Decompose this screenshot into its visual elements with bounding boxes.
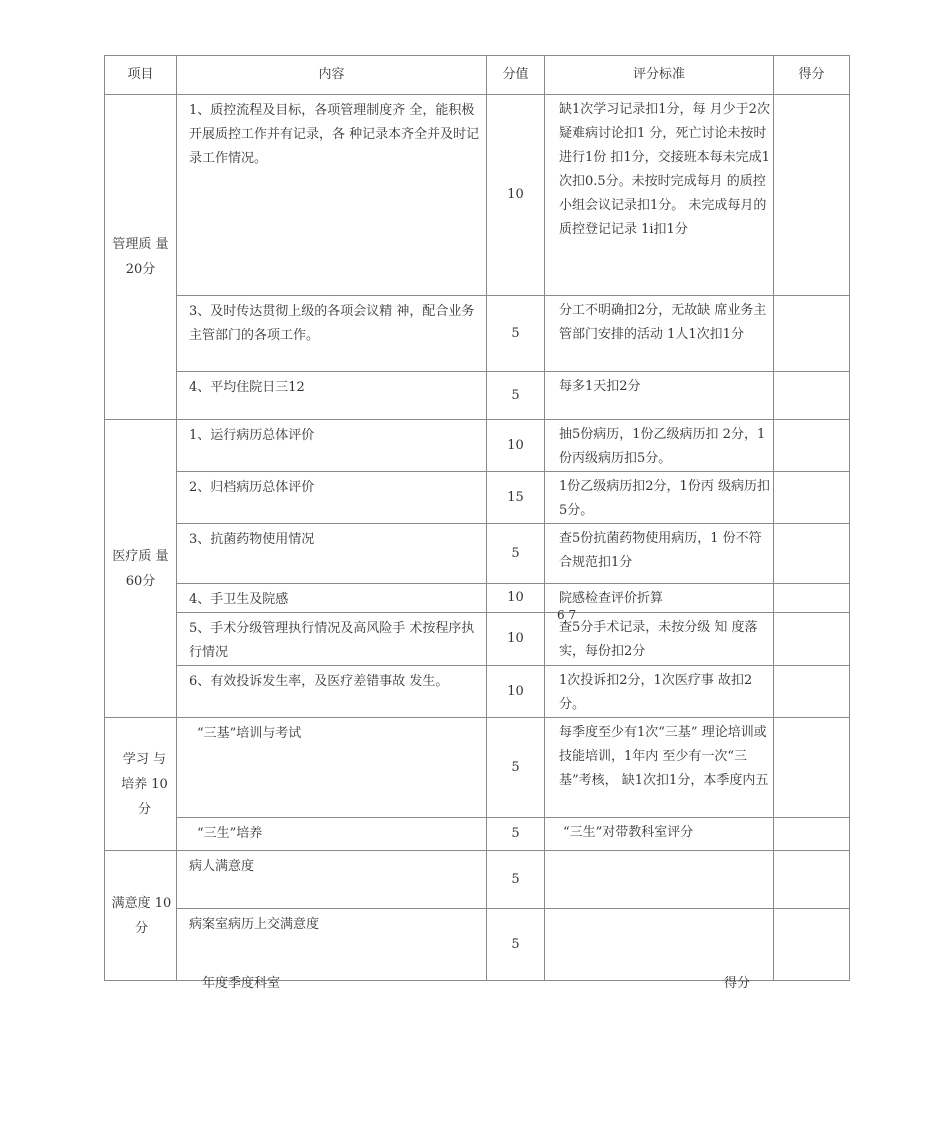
score-cell[interactable] bbox=[774, 851, 850, 909]
criteria-cell: 缺1次学习记录扣1分，每 月少于2次疑难病讨论扣1 分，死亡讨论未按时进行1份 扣1分，交接班本每未完成1 次扣0.5分。未按时完成每月 的质控小组会议记录扣1分。 未完成每月的质控登记记录 1i扣1分 bbox=[545, 95, 774, 296]
points-cell: 15 bbox=[487, 472, 545, 524]
criteria-cell: “三生”对带教科室评分 bbox=[545, 818, 774, 851]
content-cell: 5、手术分级管理执行情况及高风险手 术按程序执行情况 bbox=[177, 613, 487, 666]
content-cell: “三生”培养 bbox=[177, 818, 487, 851]
category-label: 医疗质 量60分 bbox=[112, 548, 169, 589]
category-cell bbox=[105, 851, 177, 981]
score-cell[interactable] bbox=[774, 613, 850, 666]
table-row bbox=[105, 524, 850, 584]
category-cell bbox=[105, 420, 177, 718]
category-label: 学习 与 培养 10 分 bbox=[121, 751, 168, 817]
header-content: 内容 bbox=[177, 56, 487, 95]
table-row bbox=[105, 472, 850, 524]
points-cell: 10 bbox=[487, 584, 545, 613]
points-cell: 10 bbox=[487, 95, 545, 296]
content-cell: “三基”培训与考试 bbox=[177, 718, 487, 818]
content-cell: 6、有效投诉发生率，及医疗差错事故 发生。 bbox=[177, 666, 487, 718]
table-row bbox=[105, 666, 850, 718]
footer-score: 得分 bbox=[724, 976, 751, 991]
table-row bbox=[105, 372, 850, 420]
points-cell: 5 bbox=[487, 718, 545, 818]
score-cell[interactable] bbox=[774, 296, 850, 372]
table-row bbox=[105, 909, 850, 981]
content-cell: 2、归档病历总体评价 bbox=[177, 472, 487, 524]
category-label: 管理质 量20分 bbox=[112, 237, 169, 277]
criteria-cell bbox=[545, 851, 774, 909]
score-cell[interactable] bbox=[774, 584, 850, 613]
content-cell: 病人满意度 bbox=[177, 851, 487, 909]
content-cell: 1、质控流程及目标，各项管理制度齐 全，能积极开展质控工作并有记录，各 种记录本齐全并及时记录工作情况。 bbox=[177, 95, 487, 296]
table-row bbox=[105, 584, 850, 613]
criteria-cell: 1份乙级病历扣2分，1份丙 级病历扣5分。 bbox=[545, 472, 774, 524]
score-cell[interactable] bbox=[774, 95, 850, 296]
table-row bbox=[105, 95, 850, 296]
score-table bbox=[104, 55, 850, 981]
criteria-cell bbox=[545, 909, 774, 981]
criteria-cell: 查5分手术记录，未按分级 知 度落实，每份扣2分 bbox=[545, 613, 774, 666]
content-cell: 4、手卫生及院感 bbox=[177, 584, 487, 613]
score-cell[interactable] bbox=[774, 718, 850, 818]
score-cell[interactable] bbox=[774, 909, 850, 981]
footer-period-department: 年度季度科室 bbox=[202, 976, 281, 991]
table-row bbox=[105, 613, 850, 666]
header-criteria: 评分标准 bbox=[545, 56, 774, 95]
content-cell: 病案室病历上交满意度 bbox=[177, 909, 487, 981]
table-row bbox=[105, 296, 850, 372]
content-cell: 3、及时传达贯彻上级的各项会议精 神，配合业务主管部门的各项工作。 bbox=[177, 296, 487, 372]
score-cell[interactable] bbox=[774, 372, 850, 420]
table-row bbox=[105, 718, 850, 818]
content-cell: 1、运行病历总体评价 bbox=[177, 420, 487, 472]
points-cell: 5 bbox=[487, 524, 545, 584]
points-cell: 5 bbox=[487, 851, 545, 909]
points-cell: 5 bbox=[487, 372, 545, 420]
score-cell[interactable] bbox=[774, 420, 850, 472]
criteria-cell: 1次投诉扣2分，1次医疗事 故扣2分。 bbox=[545, 666, 774, 718]
content-cell: 3、抗菌药物使用情况 bbox=[177, 524, 487, 584]
category-cell bbox=[105, 95, 177, 420]
criteria-cell: 每多1天扣2分 bbox=[545, 372, 774, 420]
score-cell[interactable] bbox=[774, 666, 850, 718]
category-label: 满意度 10 分 bbox=[111, 895, 172, 936]
criteria-cell: 抽5份病历，1份乙级病历扣 2分，1份丙级病历扣5分。 bbox=[545, 420, 774, 472]
table-row bbox=[105, 420, 850, 472]
points-cell: 10 bbox=[487, 613, 545, 666]
points-cell: 10 bbox=[487, 666, 545, 718]
header-row bbox=[105, 56, 850, 95]
stray-mark: 6 7 bbox=[557, 608, 577, 622]
score-cell[interactable] bbox=[774, 472, 850, 524]
score-cell[interactable] bbox=[774, 524, 850, 584]
header-points: 分值 bbox=[487, 56, 545, 95]
content-cell: 4、平均住院日三12 bbox=[177, 372, 487, 420]
criteria-cell: 分工不明确扣2分，无故缺 席业务主管部门安排的活动 1人1次扣1分 bbox=[545, 296, 774, 372]
criteria-cell: 查5份抗菌药物使用病历，1 份不符合规范扣1分 bbox=[545, 524, 774, 584]
header-item: 项目 bbox=[105, 56, 177, 95]
points-cell: 5 bbox=[487, 296, 545, 372]
category-cell bbox=[105, 718, 177, 851]
table-row bbox=[105, 818, 850, 851]
score-cell[interactable] bbox=[774, 818, 850, 851]
criteria-cell: 院感检查评价折算 bbox=[545, 584, 774, 613]
criteria-cell: 每季度至少有1次“三基” 理论培训或技能培训，1年内 至少有一次“三基”考核， 缺1次扣1分，本季度内五 bbox=[545, 718, 774, 818]
points-cell: 5 bbox=[487, 818, 545, 851]
points-cell: 5 bbox=[487, 909, 545, 981]
table-row bbox=[105, 851, 850, 909]
points-cell: 10 bbox=[487, 420, 545, 472]
header-score: 得分 bbox=[774, 56, 850, 95]
